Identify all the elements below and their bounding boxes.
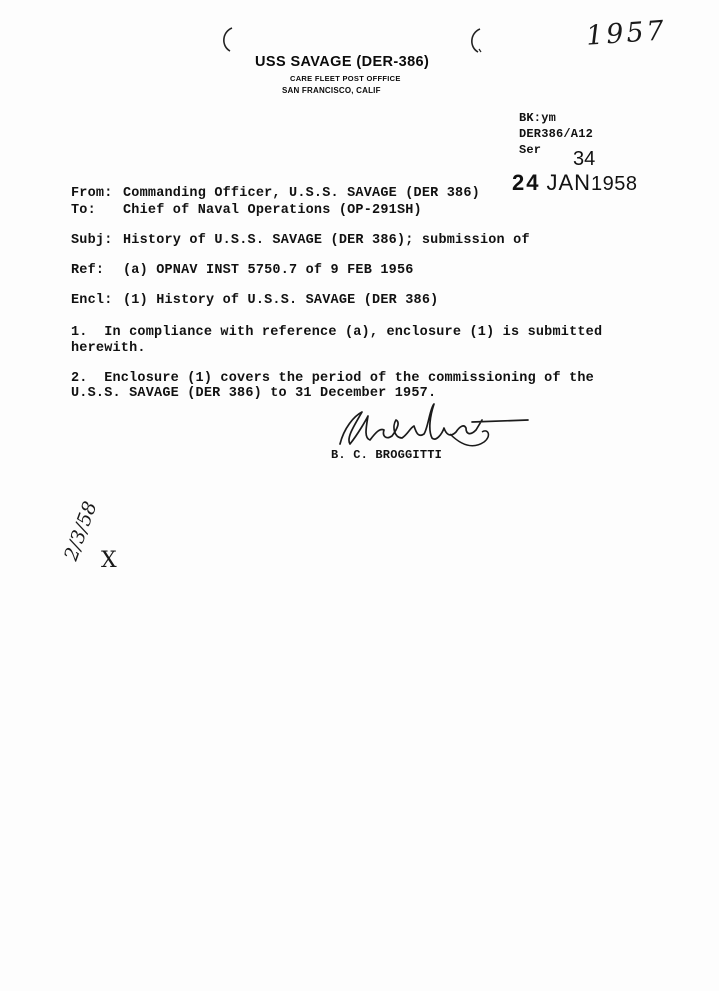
to-line bbox=[71, 203, 422, 218]
date-stamp-day: 24 bbox=[512, 170, 541, 195]
ref-initials: BK:ym bbox=[519, 111, 557, 125]
date-stamp-year: 1958 bbox=[591, 173, 638, 195]
enclosure-label: Encl: bbox=[71, 293, 113, 308]
letterhead-ship-name: USS SAVAGE (DER-386) bbox=[255, 54, 430, 70]
paragraph-1-line-1: 1. In compliance with reference (a), enclosure (1) is submitted bbox=[71, 325, 603, 340]
binder-hole-right bbox=[466, 27, 486, 55]
handwritten-margin-date: 2/3/58 bbox=[60, 498, 102, 564]
to-label: To: bbox=[71, 203, 96, 218]
handwritten-year-annotation: 1957 bbox=[585, 15, 668, 52]
typed-signature-name: B. C. BROGGITTI bbox=[331, 448, 443, 462]
letterhead-city-line: SAN FRANCISCO, CALIF bbox=[282, 86, 381, 95]
to-value: Chief of Naval Operations (OP-291SH) bbox=[123, 203, 422, 218]
reference-value: (a) OPNAV INST 5750.7 of 9 FEB 1956 bbox=[123, 263, 414, 278]
date-stamp bbox=[512, 170, 638, 196]
ref-ser-label: Ser bbox=[519, 143, 542, 157]
enclosure-value: (1) History of U.S.S. SAVAGE (DER 386) bbox=[123, 293, 439, 308]
subject-value: History of U.S.S. SAVAGE (DER 386); submission of bbox=[123, 233, 530, 248]
ref-file-number: DER386/A12 bbox=[519, 127, 594, 141]
paragraph-2-line-2: U.S.S. SAVAGE (DER 386) to 31 December 1957. bbox=[71, 386, 437, 401]
from-line bbox=[71, 186, 480, 201]
date-stamp-month: JAN bbox=[546, 170, 592, 195]
letterhead-fpo-line: CARE FLEET POST OFFFICE bbox=[290, 74, 401, 83]
enclosure-line bbox=[71, 293, 438, 308]
reference-label: Ref: bbox=[71, 263, 105, 278]
paragraph-2-line-1: 2. Enclosure (1) covers the period of the commissioning of the bbox=[71, 371, 594, 386]
subject-line bbox=[71, 233, 530, 248]
handwritten-margin-mark: X bbox=[101, 548, 117, 573]
paragraph-1-line-2: herewith. bbox=[71, 341, 146, 356]
reference-line bbox=[71, 263, 414, 278]
binder-hole-left bbox=[218, 26, 238, 54]
from-value: Commanding Officer, U.S.S. SAVAGE (DER 386) bbox=[123, 186, 480, 201]
subject-label: Subj: bbox=[71, 233, 113, 248]
ref-ser-number: 34 bbox=[573, 148, 596, 170]
from-label: From: bbox=[71, 186, 113, 201]
